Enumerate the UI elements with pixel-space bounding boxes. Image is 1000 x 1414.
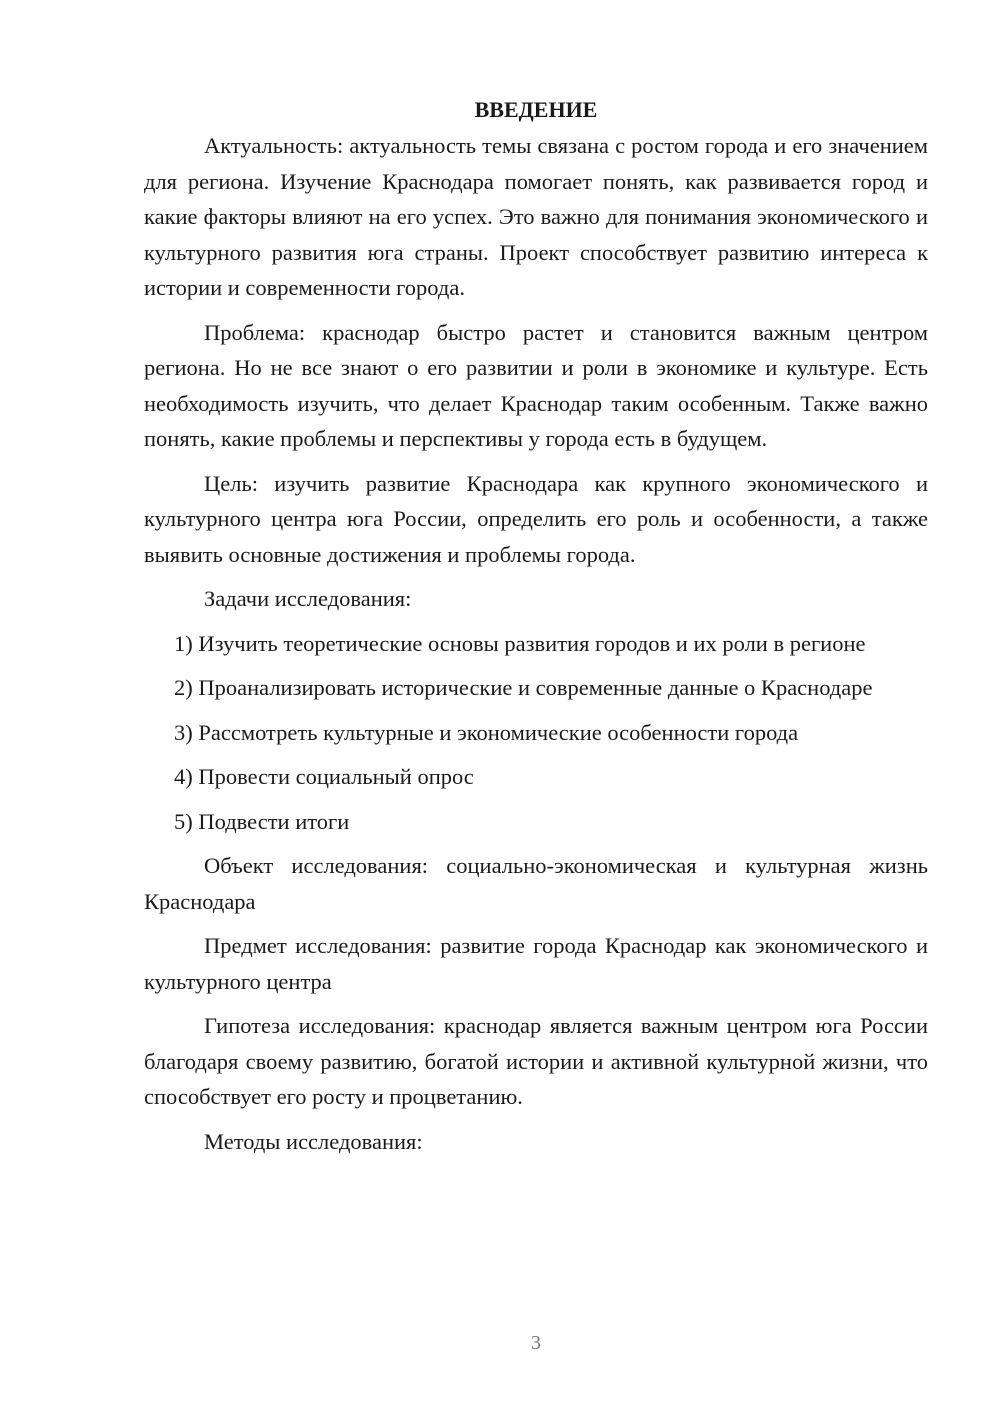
methods-heading: Методы исследования: <box>204 1128 423 1154</box>
page-title: ВВЕДЕНИЕ <box>474 97 598 122</box>
task-item-3: 3) Рассмотреть культурные и экономические особенности города <box>174 719 799 745</box>
task-item-5: 5) Подвести итоги <box>174 808 350 834</box>
problem-paragraph: Проблема: краснодар быстро растет и становится важным центром региона. Но не все знают о его развитии и роли в экономике и культуре. Есть необходимость изучить, что делает Краснодар таким особенным. Также важно понять, какие проблемы и перспективы у города есть в будущем. <box>144 319 928 451</box>
hypothesis-paragraph: Гипотеза исследования: краснодар является важным центром юга России благодаря своему развитию, богатой истории и активной культурной жизни, что способствует его росту и процветанию. <box>144 1013 928 1109</box>
subject-paragraph: Предмет исследования: развитие города Краснодар как экономического и культурного центра <box>144 933 928 994</box>
document-page <box>144 92 928 1159</box>
task-item-1: 1) Изучить теоретические основы развития городов и их роли в регионе <box>174 630 866 656</box>
goal-paragraph: Цель: изучить развитие Краснодара как крупного экономического и культурного центра юга России, определить его роль и особенности, а также выявить основные достижения и проблемы города. <box>144 470 928 567</box>
object-paragraph: Объект исследования: социально-экономическая и культурная жизнь Краснодара <box>144 853 928 914</box>
page-number: 3 <box>531 1332 541 1354</box>
tasks-heading: Задачи исследования: <box>204 586 412 611</box>
relevance-paragraph: Актуальность: актуальность темы связана с ростом города и его значением для региона. Изучение Краснодара помогает понять, как развивается город и какие факторы влияют на его успех. Это важно для понимания экономического и культурного развития юга страны. Проект способствует развитию интереса к истории и современности города. <box>144 133 928 300</box>
task-item-2: 2) Проанализировать исторические и современные данные о Краснодаре <box>174 675 873 700</box>
task-item-4: 4) Провести социальный опрос <box>174 764 474 789</box>
